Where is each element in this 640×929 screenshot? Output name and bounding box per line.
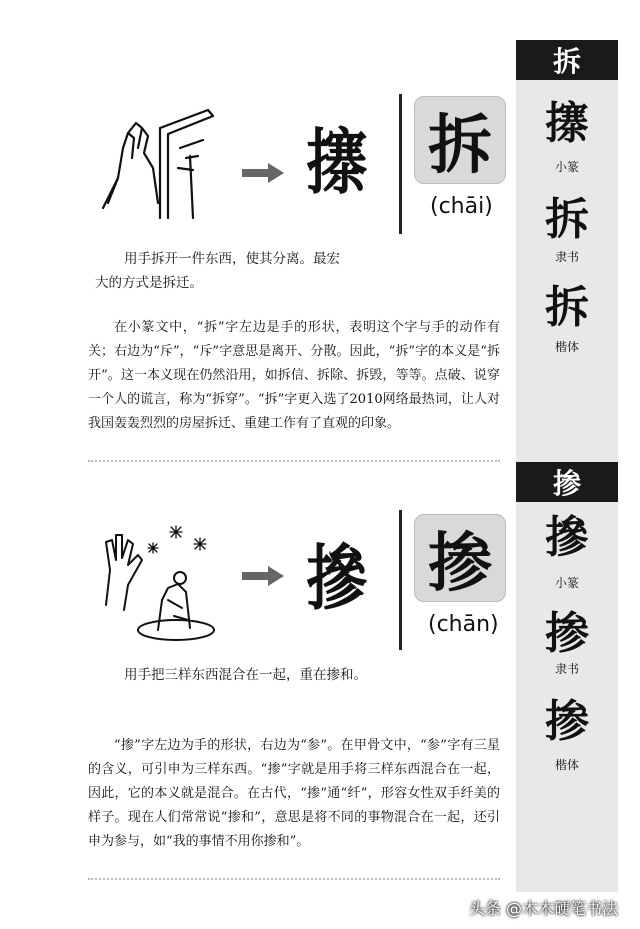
divider-line [399,94,402,234]
sidebar-label-seal-2: 小篆 [554,576,579,590]
section-separator [88,878,500,880]
sidebar-label-clerical-1: 隶书 [554,250,579,264]
paragraph-2: “掺”字左边为手的形状，右边为“参”。在甲骨文中，“参”字有三星的含义，可引申为三样东西。“掺”字就是用手将三样东西混合在一起，因此，它的本义就是混合。在古代，“掺”通“纤”，形容女性双手纤美的样子。现在人们常常说“掺和”，意思是将不同的事物混合在一起，还引申为参与，如“我的事情不用你掺和”。 [88,738,500,849]
sidebar-header-char-1: 拆 [516,40,618,80]
caption-line-1a: 用手拆开一件东西，使其分离。最宏 [124,251,340,267]
sidebar-glyph-clerical-1: 拆 [545,194,589,245]
hand-tearing-illustration [98,108,228,223]
pinyin-2: (chān) [428,612,499,637]
watermark: 头条 @木木硬笔书法 [468,899,618,918]
main-character-box-1: 拆 [414,96,506,184]
main-character-box-2: 掺 [414,514,506,602]
sidebar-label-regular-1: 楷体 [554,340,579,354]
seal-script-glyph-1: 㩟 [306,120,369,205]
sidebar-glyph-regular-2: 掺 [545,696,589,747]
sidebar-glyph-regular-1: 拆 [545,282,589,333]
arrow-right-icon [242,163,284,183]
seal-script-glyph-2: 摻 [306,536,369,621]
sidebar-label-regular-2: 楷体 [554,758,579,772]
paragraph-1: 在小篆文中，“拆”字左边是手的形状，表明这个字与手的动作有关；右边为“斥”，“斥”字意思是离开、分散。因此，“拆”字的本义是“拆开”。这一本义现在仍然沿用，如拆信、拆除、拆毁，等等。点破、说穿一个人的谎言，称为“拆穿”。“拆”字更入选了2010网络最热词，让人对我国轰轰烈烈的房屋拆迁、重建工作有了直观的印象。 [88,320,500,431]
sidebar-glyph-seal-2: 摻 [545,512,589,563]
pinyin-1: (chāi) [430,194,493,219]
hand-stars-figure-illustration [98,520,228,645]
divider-line [399,510,402,650]
sidebar-label-clerical-2: 隶书 [554,662,579,676]
sidebar-glyph-clerical-2: 掺 [545,608,589,659]
sidebar-glyph-seal-1: 㩟 [545,98,589,149]
caption-line-1b: 大的方式是拆迁。 [95,275,203,291]
sidebar-header-char-2: 掺 [516,462,618,502]
arrow-right-icon [242,566,284,586]
section-separator [88,460,500,462]
caption-line-2a: 用手把三样东西混合在一起，重在掺和。 [124,667,367,683]
sidebar-label-seal-1: 小篆 [554,160,579,174]
